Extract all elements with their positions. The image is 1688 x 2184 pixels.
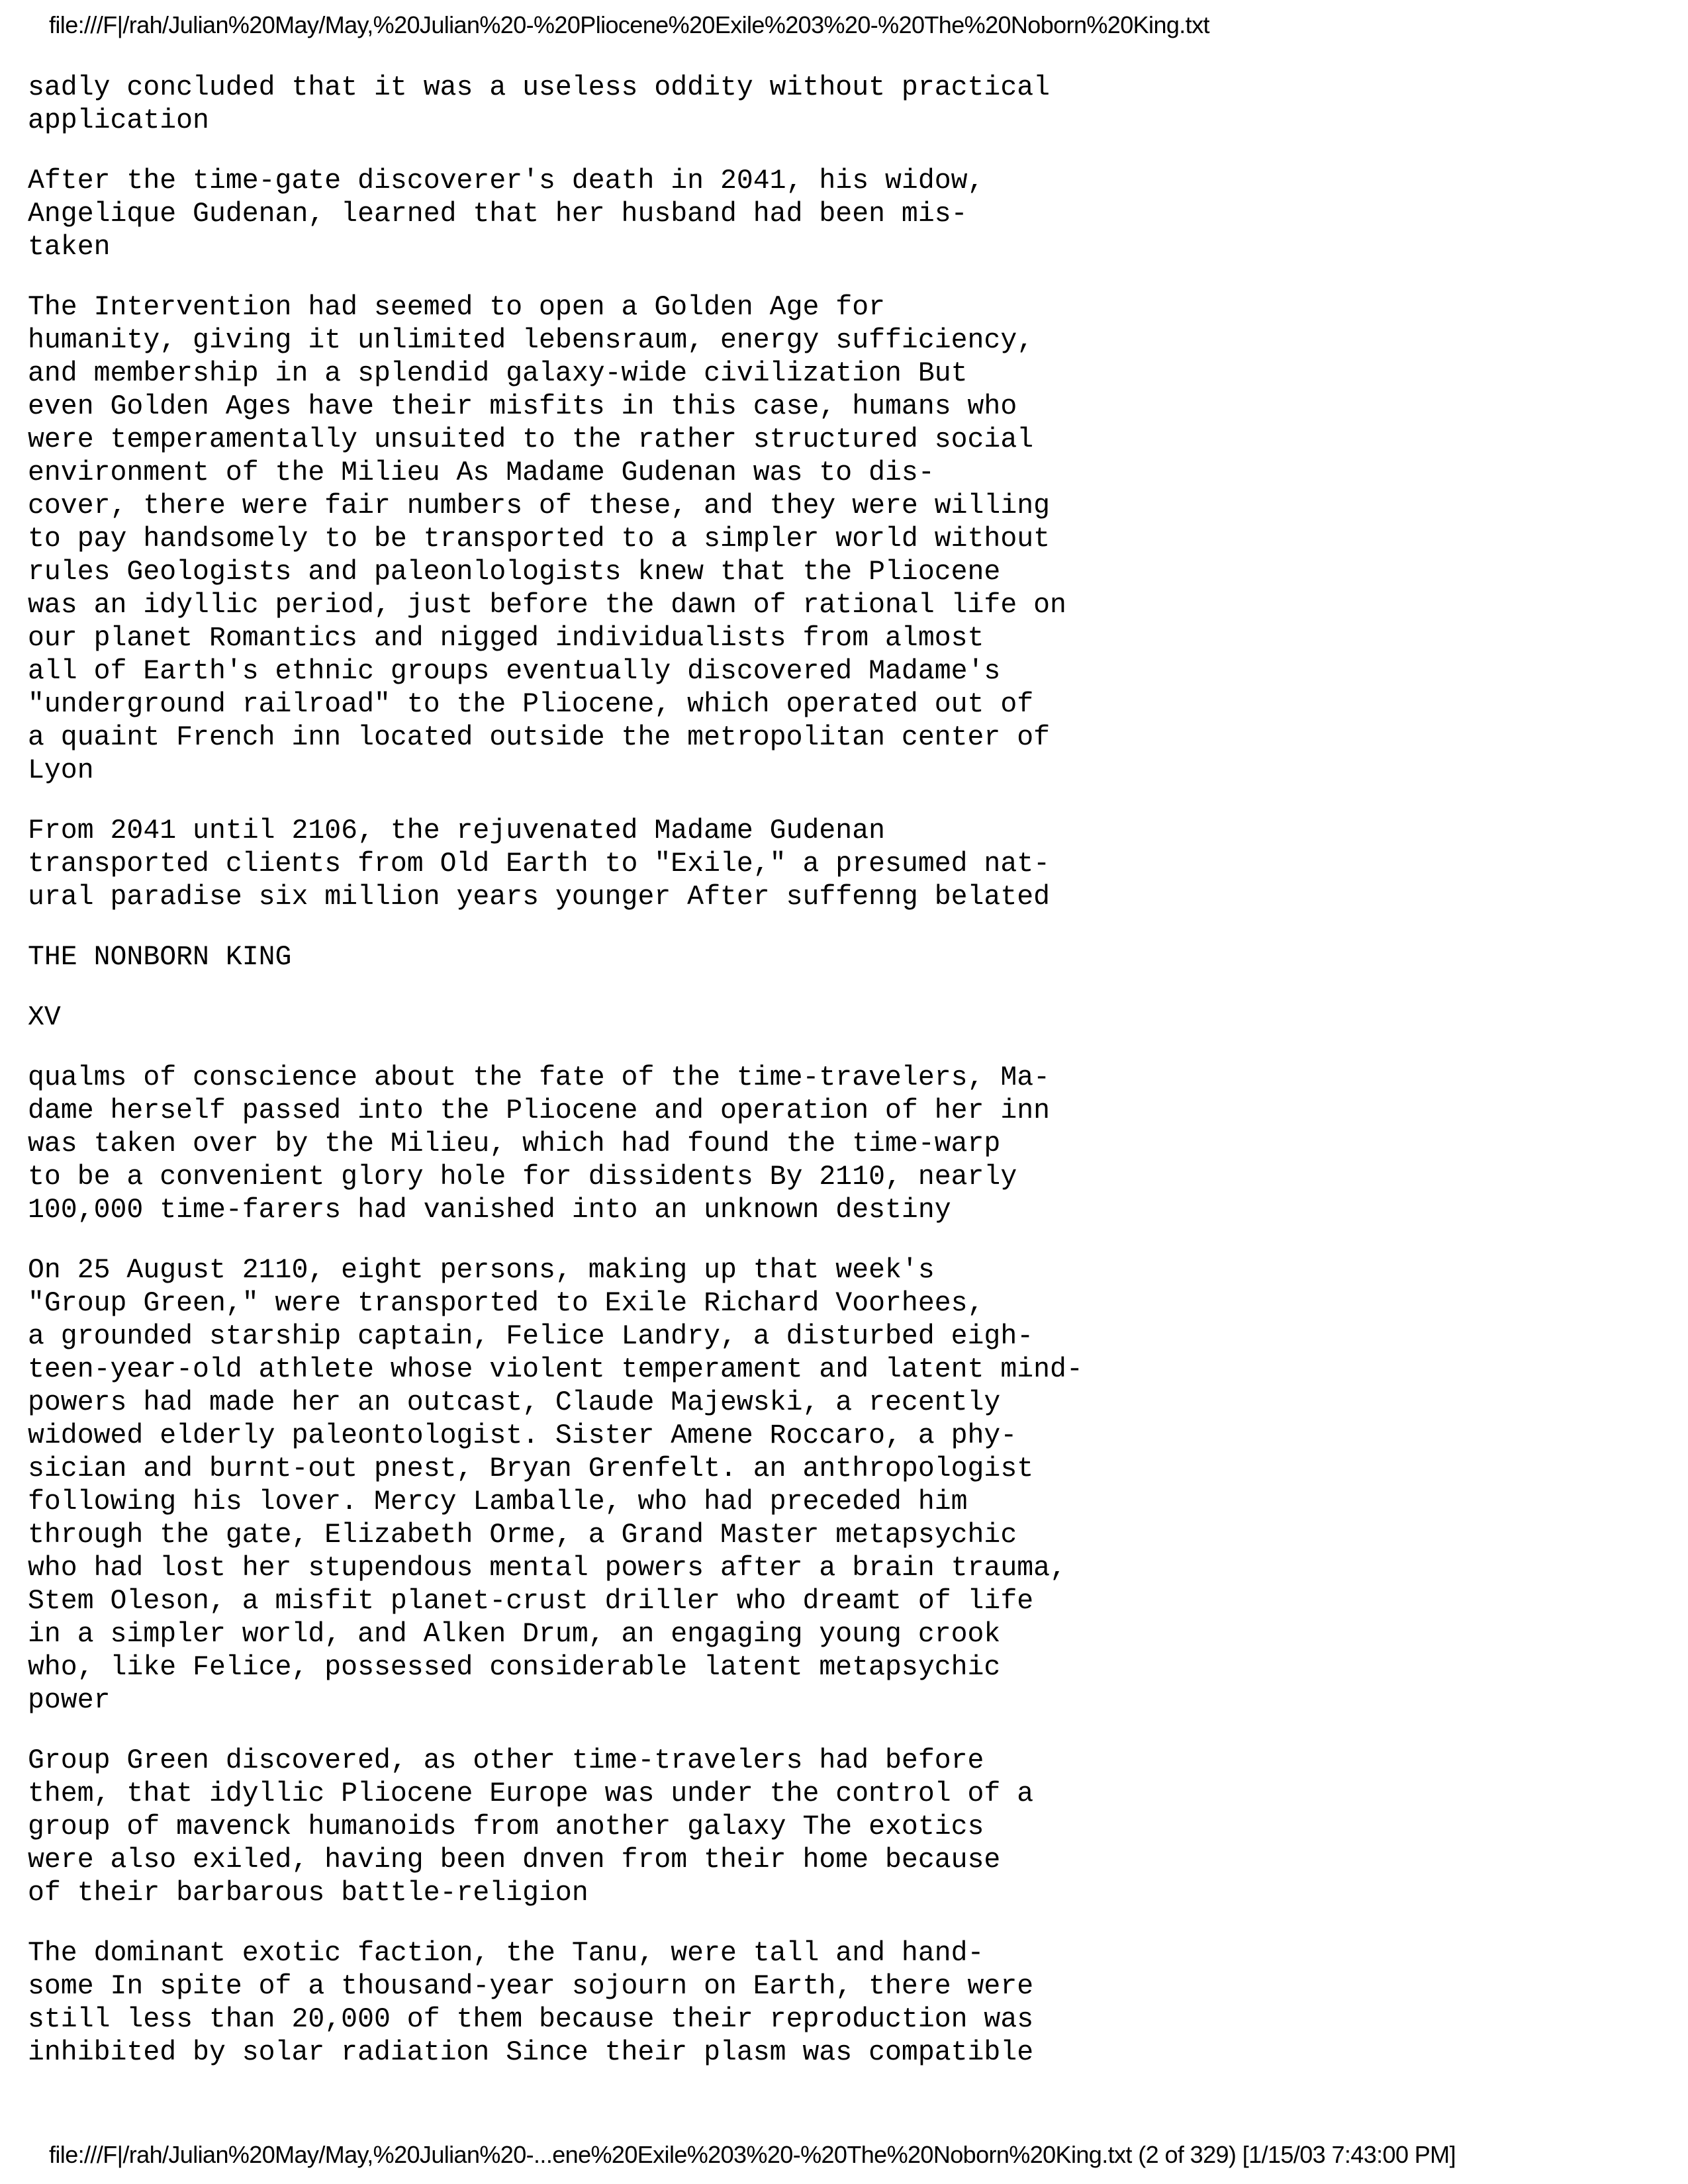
text-line: transported clients from Old Earth to "Exile," a presumed nat-	[28, 848, 1051, 880]
text-line: power	[28, 1685, 111, 1716]
text-line: a quaint French inn located outside the metropolitan center of	[28, 722, 1051, 753]
text-line: who, like Felice, possessed considerable latent metapsychic	[28, 1652, 1001, 1683]
paragraph	[28, 71, 1617, 138]
text-line: were temperamentally unsuited to the rather structured social	[28, 424, 1034, 455]
text-line: Group Green discovered, as other time-travelers had before	[28, 1745, 984, 1776]
text-line: After the time-gate discoverer's death in 2041, his widow,	[28, 165, 984, 197]
text-line: humanity, giving it unlimited lebensraum, energy sufficiency,	[28, 325, 1034, 356]
text-line: in a simpler world, and Alken Drum, an engaging young crook	[28, 1619, 1001, 1650]
text-line: dame herself passed into the Pliocene and operation of her inn	[28, 1095, 1051, 1126]
text-line: all of Earth's ethnic groups eventually discovered Madame's	[28, 656, 1001, 687]
paragraph	[28, 1254, 1617, 1717]
text-line: sician and burnt-out pnest, Bryan Grenfelt. an anthropologist	[28, 1453, 1034, 1484]
paragraph	[28, 1937, 1617, 2070]
paragraph	[28, 291, 1617, 788]
text-line: even Golden Ages have their misfits in this case, humans who	[28, 391, 1017, 422]
text-line: who had lost her stupendous mental powers after a brain trauma,	[28, 1553, 1066, 1584]
text-line: From 2041 until 2106, the rejuvenated Madame Gudenan	[28, 815, 886, 846]
text-line: still less than 20,000 of them because their reproduction was	[28, 2004, 1034, 2035]
text-line: some In spite of a thousand-year sojourn on Earth, there were	[28, 1971, 1034, 2002]
footer-timestamp: [1/15/03 7:43:00 PM]	[1242, 2141, 1456, 2168]
text-line: to pay handsomely to be transported to a simpler world without	[28, 523, 1051, 555]
text-line: The dominant exotic faction, the Tanu, were tall and hand-	[28, 1938, 984, 1969]
text-line: The Intervention had seemed to open a Golden Age for	[28, 292, 886, 323]
paragraph	[28, 1062, 1617, 1227]
page-header-file-path: file:///F|/rah/Julian%20May/May,%20Julian%20-%20Pliocene%20Exile%203%20-%20The%20Noborn%20King.txt	[49, 11, 1209, 38]
text-line: XV	[28, 1002, 61, 1033]
text-line: ural paradise six million years younger After suffenng belated	[28, 882, 1051, 913]
text-line: of their barbarous battle-religion	[28, 1878, 588, 1909]
paragraph	[28, 165, 1617, 264]
text-line: qualms of conscience about the fate of the time-travelers, Ma-	[28, 1062, 1051, 1093]
text-line: Stem Oleson, a misfit planet-crust driller who dreamt of life	[28, 1586, 1034, 1617]
text-line: sadly concluded that it was a useless oddity without practical	[28, 72, 1051, 103]
text-line: them, that idyllic Pliocene Europe was under the control of a	[28, 1778, 1034, 1809]
page-footer	[49, 2139, 1456, 2171]
text-line: cover, there were fair numbers of these, and they were willing	[28, 490, 1051, 522]
text-line: were also exiled, having been dnven from their home because	[28, 1844, 1001, 1876]
text-line: taken	[28, 232, 111, 263]
text-line: rules Geologists and paleonlologists knew that the Pliocene	[28, 557, 1001, 588]
text-line: to be a convenient glory hole for dissidents By 2110, nearly	[28, 1161, 1017, 1193]
text-line: "underground railroad" to the Pliocene, which operated out of	[28, 689, 1034, 720]
footer-file-path: file:///F|/rah/Julian%20May/May,%20Julian%20-...ene%20Exile%203%20-%20The%20Noborn%20King.txt	[49, 2141, 1132, 2168]
text-line: our planet Romantics and nigged individualists from almost	[28, 623, 984, 654]
footer-page-info: (2 of 329)	[1138, 2141, 1237, 2168]
paragraph	[28, 815, 1617, 914]
paragraph	[28, 1745, 1617, 1910]
text-line: THE NONBORN KING	[28, 942, 292, 973]
text-line: was an idyllic period, just before the dawn of rational life on	[28, 590, 1066, 621]
text-line: powers had made her an outcast, Claude Majewski, a recently	[28, 1387, 1001, 1418]
paragraph	[28, 1001, 1617, 1034]
text-line: through the gate, Elizabeth Orme, a Grand Master metapsychic	[28, 1520, 1017, 1551]
text-line: Lyon	[28, 755, 94, 786]
document-body	[28, 71, 1617, 2097]
paragraph	[28, 941, 1617, 974]
text-line: 100,000 time-farers had vanished into an unknown destiny	[28, 1195, 951, 1226]
text-line: a grounded starship captain, Felice Landry, a disturbed eigh-	[28, 1321, 1034, 1352]
text-line: Angelique Gudenan, learned that her husband had been mis-	[28, 199, 968, 230]
text-line: widowed elderly paleontologist. Sister Amene Roccaro, a phy-	[28, 1420, 1017, 1451]
text-line: and membership in a splendid galaxy-wide civilization But	[28, 358, 968, 389]
text-line: inhibited by solar radiation Since their plasm was compatible	[28, 2037, 1034, 2068]
text-line: environment of the Milieu As Madame Gudenan was to dis-	[28, 457, 935, 488]
text-line: application	[28, 105, 209, 136]
text-line: teen-year-old athlete whose violent temperament and latent mind-	[28, 1354, 1083, 1385]
text-line: group of mavenck humanoids from another galaxy The exotics	[28, 1811, 984, 1843]
text-line: On 25 August 2110, eight persons, making up that week's	[28, 1255, 935, 1286]
text-line: "Group Green," were transported to Exile Richard Voorhees,	[28, 1288, 984, 1319]
text-line: was taken over by the Milieu, which had found the time-warp	[28, 1128, 1001, 1160]
text-line: following his lover. Mercy Lamballe, who had preceded him	[28, 1486, 968, 1518]
